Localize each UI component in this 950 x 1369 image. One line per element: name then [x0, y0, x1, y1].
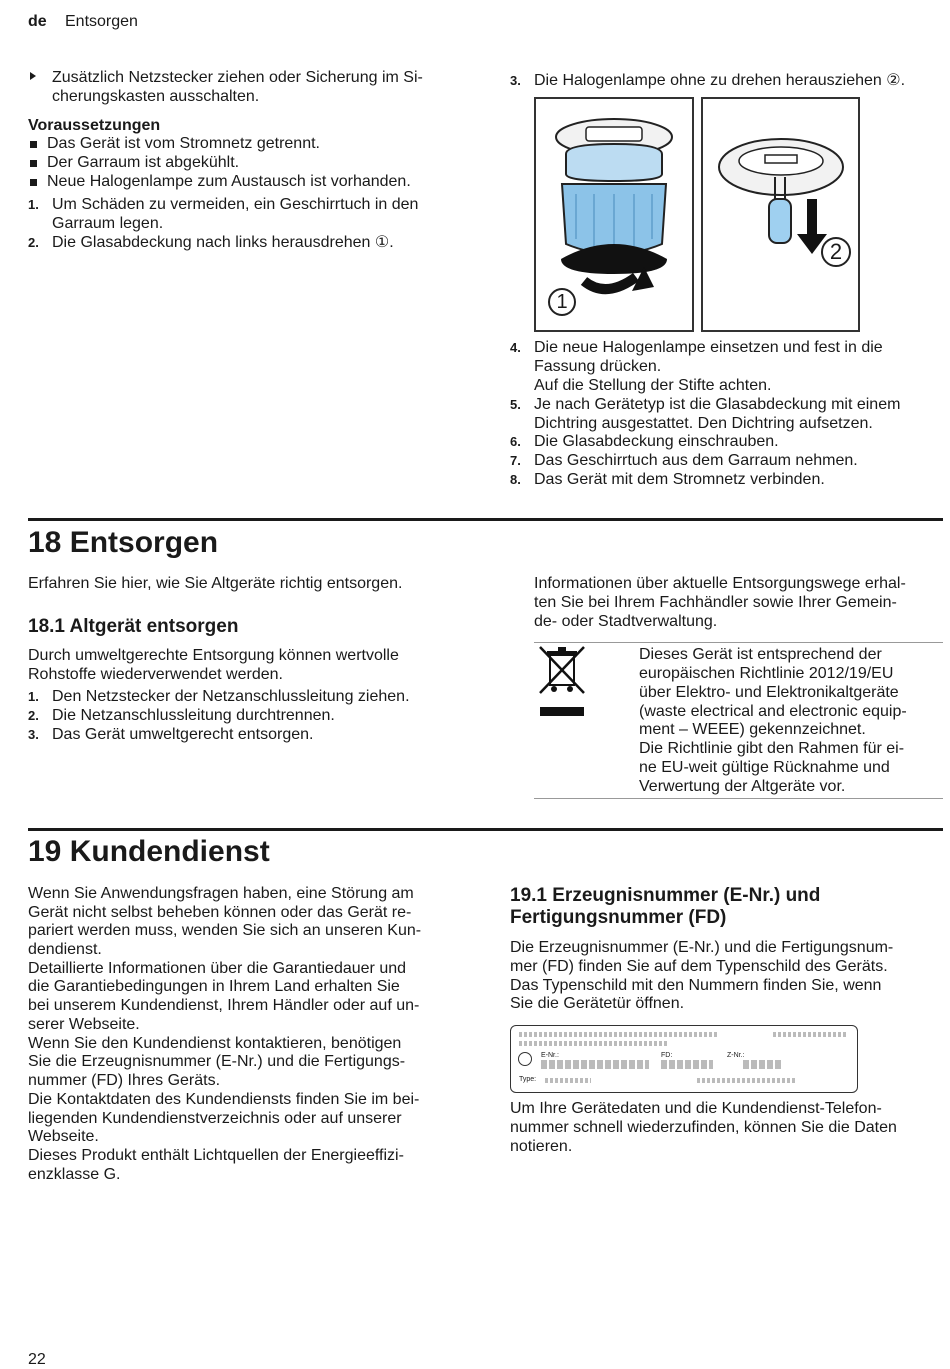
paragraph-line: ne EU-weit gültige Rücknahme und — [639, 759, 890, 776]
section-19-1-heading: 19.1 Erzeugnisnummer (E-Nr.) und — [510, 885, 821, 906]
section-18-1-heading: 18.1 Altgerät entsorgen — [28, 616, 239, 637]
section-19-heading: 19 Kundendienst — [28, 835, 270, 868]
paragraph-line: die Garantiebedingungen in Ihrem Land erhalten Sie — [28, 978, 400, 995]
placeholder-bar — [773, 1032, 847, 1037]
paragraph-line: mer (FD) finden Sie auf dem Typenschild des Geräts. — [510, 958, 888, 975]
paragraph-line: Durch umweltgerechte Entsorgung können wertvolle — [28, 647, 399, 664]
list-item: Das Gerät ist vom Stromnetz getrennt. — [47, 135, 320, 152]
step-line: Garraum legen. — [52, 215, 164, 232]
step-number: 3. — [28, 727, 39, 742]
paragraph-line: Verwertung der Altgeräte vor. — [639, 778, 846, 795]
step-line: Das Geschirrtuch aus dem Garraum nehmen. — [534, 452, 858, 469]
placeholder-bar — [519, 1032, 717, 1037]
paragraph-line: ment – WEEE) gekennzeichnet. — [639, 721, 866, 738]
figure-label-1: 1 — [548, 288, 576, 316]
paragraph-line: Gerät nicht selbst beheben können oder das Gerät re- — [28, 904, 412, 921]
placeholder-bar — [545, 1078, 591, 1083]
paragraph-line: de- oder Stadtverwaltung. — [534, 613, 718, 630]
paragraph-line: Sie die Erzeugnisnummer (E-Nr.) und die Fertigungs- — [28, 1053, 406, 1070]
paragraph-line: pariert werden muss, wenden Sie sich an unseren Kun- — [28, 922, 422, 939]
step-number: 2. — [28, 235, 39, 250]
step-number: 3. — [510, 73, 521, 88]
step-line: Auf die Stellung der Stifte achten. — [534, 377, 772, 394]
table-border-top — [534, 642, 943, 643]
note-arrow-icon — [30, 72, 36, 80]
step-number: 1. — [28, 197, 39, 212]
section-18-intro: Erfahren Sie hier, wie Sie Altgeräte richtig entsorgen. — [28, 575, 403, 592]
paragraph-line: enzklasse G. — [28, 1166, 121, 1183]
step-line: Den Netzstecker der Netzanschlussleitung ziehen. — [52, 688, 410, 705]
paragraph-line: Die Richtlinie gibt den Rahmen für ei- — [639, 740, 905, 757]
paragraph-line: notieren. — [510, 1138, 573, 1155]
paragraph-line: Dieses Produkt enthält Lichtquellen der Energieeffizi- — [28, 1147, 404, 1164]
paragraph-line: serer Webseite. — [28, 1016, 140, 1033]
paragraph-line: nummer schnell wiederzufinden, können Sie die Daten — [510, 1119, 897, 1136]
step-number: 7. — [510, 453, 521, 468]
step-line: Um Schäden zu vermeiden, ein Geschirrtuch in den — [52, 196, 419, 213]
step-line: Die neue Halogenlampe einsetzen und fest in die — [534, 339, 883, 356]
paragraph-line: liegenden Kundendienstverzeichnis oder auf unserer — [28, 1110, 402, 1127]
step-line: Das Gerät umweltgerecht entsorgen. — [52, 726, 314, 743]
paragraph-line: Um Ihre Gerätedaten und die Kundendienst-Telefon- — [510, 1100, 882, 1117]
figure-pull-halogen-lamp — [701, 97, 860, 332]
plate-enr-value — [541, 1060, 649, 1069]
section-divider — [28, 518, 943, 521]
step-line: Die Glasabdeckung einschrauben. — [534, 433, 779, 450]
step-line: Die Glasabdeckung nach links herausdrehen ①. — [52, 234, 394, 251]
paragraph-line: Die Erzeugnisnummer (E-Nr.) und die Fertigungsnum- — [510, 939, 894, 956]
paragraph-line: (waste electrical and electronic equip- — [639, 703, 907, 720]
paragraph-line: Wenn Sie den Kundendienst kontaktieren, benötigen — [28, 1035, 402, 1052]
plate-enr-label: E-Nr.: — [541, 1052, 559, 1059]
section-divider — [28, 828, 943, 831]
paragraph-line: europäischen Richtlinie 2012/19/EU — [639, 665, 894, 682]
rating-plate — [510, 1025, 858, 1093]
language-code: de — [28, 13, 47, 30]
paragraph-line: nummer (FD) Ihres Geräts. — [28, 1072, 221, 1089]
prereq-heading: Voraussetzungen — [28, 117, 161, 134]
placeholder-bar — [697, 1078, 795, 1083]
plate-type-label: Type: — [519, 1076, 537, 1083]
paragraph-line: Das Typenschild mit den Nummern finden Sie, wenn — [510, 977, 882, 994]
step-line: Dichtring ausgestattet. Den Dichtring aufsetzen. — [534, 415, 873, 432]
table-border-bottom — [534, 798, 943, 799]
step-number: 2. — [28, 708, 39, 723]
section-18-heading: 18 Entsorgen — [28, 526, 219, 559]
step-line: Je nach Gerätetyp ist die Glasabdeckung mit einem — [534, 396, 901, 413]
plate-fd-value — [661, 1060, 713, 1069]
figure-label-2: 2 — [821, 237, 851, 267]
step-line: Fassung drücken. — [534, 358, 662, 375]
plate-fd-label: FD: — [661, 1052, 673, 1059]
weee-crossed-bin-icon — [536, 645, 588, 720]
paragraph-line: bei unserem Kundendienst, Ihrem Händler oder auf un- — [28, 997, 420, 1014]
paragraph-line: Die Kontaktdaten des Kundendiensts finden Sie im bei- — [28, 1091, 420, 1108]
bullet-icon — [30, 179, 37, 186]
paragraph-line: Webseite. — [28, 1128, 99, 1145]
paragraph-line: Sie die Gerätetür öffnen. — [510, 995, 685, 1012]
section-19-1-heading: Fertigungsnummer (FD) — [510, 907, 727, 928]
step-number: 8. — [510, 472, 521, 487]
paragraph-line: Wenn Sie Anwendungsfragen haben, eine Störung am — [28, 885, 414, 902]
paragraph-line: ten Sie bei Ihrem Fachhändler sowie Ihrer Gemein- — [534, 594, 897, 611]
halogen-lamp-illustration — [703, 99, 858, 330]
paragraph-line: dendienst. — [28, 941, 102, 958]
paragraph-line: Rohstoffe wiederverwendet werden. — [28, 666, 283, 683]
paragraph-line: Informationen über aktuelle Entsorgungswege erhal- — [534, 575, 906, 592]
placeholder-bar — [519, 1041, 669, 1046]
note-line: Zusätzlich Netzstecker ziehen oder Sicherung im Si- — [52, 69, 423, 86]
step-number: 4. — [510, 340, 521, 355]
page-number: 22 — [28, 1351, 46, 1368]
step-number: 5. — [510, 397, 521, 412]
note-line: cherungskasten ausschalten. — [52, 88, 260, 105]
step-line: Die Halogenlampe ohne zu drehen herausziehen ②. — [534, 72, 906, 89]
plate-znr-label: Z-Nr.: — [727, 1052, 745, 1059]
paragraph-line: über Elektro- und Elektronikaltgeräte — [639, 684, 899, 701]
step-line: Das Gerät mit dem Stromnetz verbinden. — [534, 471, 825, 488]
step-number: 6. — [510, 434, 521, 449]
step-number: 1. — [28, 689, 39, 704]
list-item: Neue Halogenlampe zum Austausch ist vorhanden. — [47, 173, 411, 190]
paragraph-line: Dieses Gerät ist entsprechend der — [639, 646, 882, 663]
paragraph-line: Detaillierte Informationen über die Garantiedauer und — [28, 960, 407, 977]
manufacturer-logo-icon — [518, 1052, 532, 1066]
running-header-title: Entsorgen — [65, 13, 138, 30]
bullet-icon — [30, 141, 37, 148]
step-line: Die Netzanschlussleitung durchtrennen. — [52, 707, 335, 724]
bullet-icon — [30, 160, 37, 167]
list-item: Der Garraum ist abgekühlt. — [47, 154, 240, 171]
plate-znr-value — [743, 1060, 783, 1069]
figure-remove-glass-cover — [534, 97, 694, 332]
